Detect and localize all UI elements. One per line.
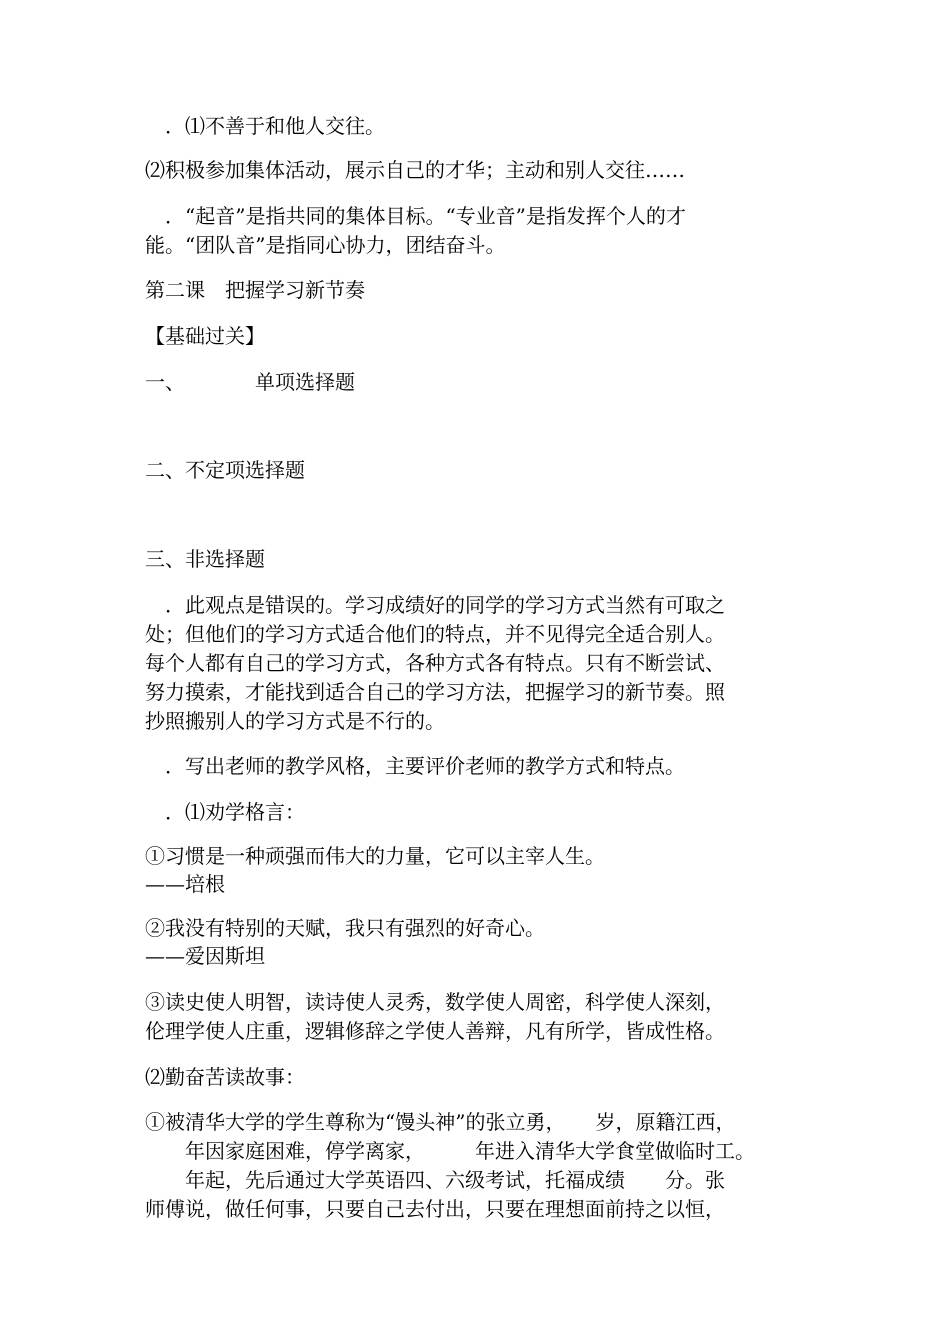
answer-line-3: ．“起音”是指共同的集体目标。“专业音”是指发挥个人的才	[165, 204, 686, 228]
motto-2-author: ——爱因斯坦	[145, 944, 265, 968]
story-line-4: 师傅说，做任何事，只要自己去付出，只要在理想面前持之以恒，	[145, 1197, 725, 1221]
lesson-title: 第二课 把握学习新节奏	[145, 278, 365, 302]
answer-line-2: ⑵积极参加集体活动，展示自己的才华；主动和别人交往……	[145, 158, 685, 182]
motto-1-author: ——培根	[145, 872, 225, 896]
story-heading: ⑵勤奋苦读故事：	[145, 1065, 305, 1089]
story-line-2: 年因家庭困难，停学离家， 年进入清华大学食堂做临时工。	[145, 1139, 755, 1163]
motto-2: ②我没有特别的天赋，我只有强烈的好奇心。	[145, 916, 545, 940]
motto-heading: ．⑴劝学格言：	[165, 800, 305, 824]
answer-paragraph-line-3: 每个人都有自己的学习方式，各种方式各有特点。只有不断尝试、	[145, 651, 725, 675]
story-line-3: 年起，先后通过大学英语四、六级考试，托福成绩 分。张	[145, 1168, 725, 1192]
section-heading-basics: 【基础过关】	[145, 324, 265, 348]
heading-non-choice: 三、非选择题	[145, 547, 265, 571]
story-line-1: ①被清华大学的学生尊称为“馒头神”的张立勇， 岁，原籍江西，	[145, 1110, 736, 1134]
answer-paragraph-line-1: ．此观点是错误的。学习成绩好的同学的学习方式当然有可取之	[165, 593, 725, 617]
answer-paragraph-line-4: 努力摸索，才能找到适合自己的学习方法，把握学习的新节奏。照	[145, 680, 725, 704]
answer-teacher-style: ．写出老师的教学风格，主要评价老师的教学方式和特点。	[165, 754, 685, 778]
motto-3-line-2: 伦理学使人庄重，逻辑修辞之学使人善辩，凡有所学，皆成性格。	[145, 1019, 725, 1043]
motto-3-line-1: ③读史使人明智，读诗使人灵秀，数学使人周密，科学使人深刻，	[145, 990, 725, 1014]
heading-single-choice: 一、 单项选择题	[145, 370, 355, 394]
answer-line-4: 能。“团队音”是指同心协力，团结奋斗。	[145, 233, 506, 257]
answer-paragraph-line-2: 处；但他们的学习方式适合他们的特点，并不见得完全适合别人。	[145, 622, 725, 646]
answer-paragraph-line-5: 抄照搬别人的学习方式是不行的。	[145, 709, 445, 733]
heading-multi-choice: 二、不定项选择题	[145, 458, 305, 482]
answer-line-1: ．⑴不善于和他人交往。	[165, 114, 385, 138]
motto-1: ①习惯是一种顽强而伟大的力量，它可以主宰人生。	[145, 844, 605, 868]
